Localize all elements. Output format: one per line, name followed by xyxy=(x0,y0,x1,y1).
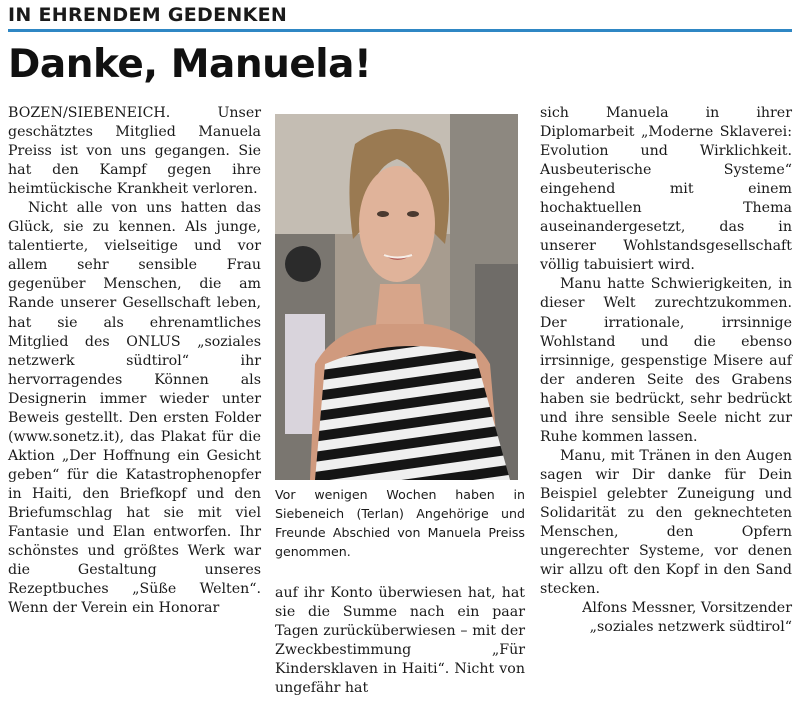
portrait-photo xyxy=(275,114,518,480)
section-kicker: IN EHRENDEM GEDENKEN xyxy=(8,4,288,26)
article-headline: Danke, Manuela! xyxy=(8,42,372,87)
paragraph-body: Manu hatte Schwierigkeiten, in dieser Welt zurechtzukommen. Der irrationale, irrsinnige Wohlstand und die ebenso irrsinnige, gespenstige Misere auf der anderen Seite des Grabens haben sie bedrückt, sehr bedrückt und ihre sensible Seele nicht zur Ruhe kommen lassen. xyxy=(540,276,792,445)
section-rule xyxy=(8,29,792,32)
article-column-3 xyxy=(540,104,792,637)
article-column-2 xyxy=(275,584,525,698)
paragraph-body: Manu, mit Tränen in den Augen sagen wir Dir danke für Dein Beispiel gelebter Zuneigung und Solidarität zu den geknechteten Menschen, den Opfern ungerechter Systeme, vor denen wir allzu oft den Kopf in den Sand stecken. xyxy=(540,447,792,598)
paragraph-body: Nicht alle von uns hatten das Glück, sie zu kennen. Als junge, talentierte, vielseitige und vor allem sehr sensible Frau gegenüber Menschen, die am Rande unserer Gesellschaft leben, hat sie als ehrenamtliches Mitglied des ONLUS „soziales netzwerk südtirol“ ihr hervorragendes Können als Designerin immer wieder unter Beweis gestellt. Den ersten Folder (www.sonetz.it), das Plakat für die Aktion „Der Hoffnung ein Gesicht geben“ für die Katastrophenopfer in Haiti, den Briefkopf und den Briefumschlag hat sie mit viel Fantasie und Elan entworfen. Ihr schönstes und größtes Werk war die Gestaltung unseres Rezeptbuches „Süße Welten“. Wenn der Verein ein Honorar xyxy=(8,200,261,617)
article-column-1 xyxy=(8,104,261,618)
paragraph-intro: BOZEN/SIEBENEICH. Unser geschätztes Mitglied Manuela Preiss ist von uns gegangen. Sie hat den Kampf gegen ihre heimtückische Krankheit verloren. xyxy=(8,105,261,198)
paragraph-continued: sich Manuela in ihrer Diplomarbeit „Moderne Sklaverei: Evolution und Wirklichkeit. Ausbeuterische Systeme“ eingehend mit einem hochaktuellen Thema auseinandergesetzt, das in unserer Wohlstandsgesellschaft völlig tabuisiert wird. xyxy=(540,105,792,274)
photo-caption: Vor wenigen Wochen haben in Siebeneich (Terlan) Angehörige und Freunde Abschied von Manuela Preiss genommen. xyxy=(275,487,525,559)
paragraph-continued: auf ihr Konto überwiesen hat, hat sie die Summe nach ein paar Tagen zurücküberwiesen – mit der Zweckbestimmung „Für Kindersklaven in Haiti“. Nicht von ungefähr hat xyxy=(275,585,525,697)
author-signature: Alfons Messner, Vorsitzender „soziales netzwerk südtirol“ xyxy=(582,600,792,636)
